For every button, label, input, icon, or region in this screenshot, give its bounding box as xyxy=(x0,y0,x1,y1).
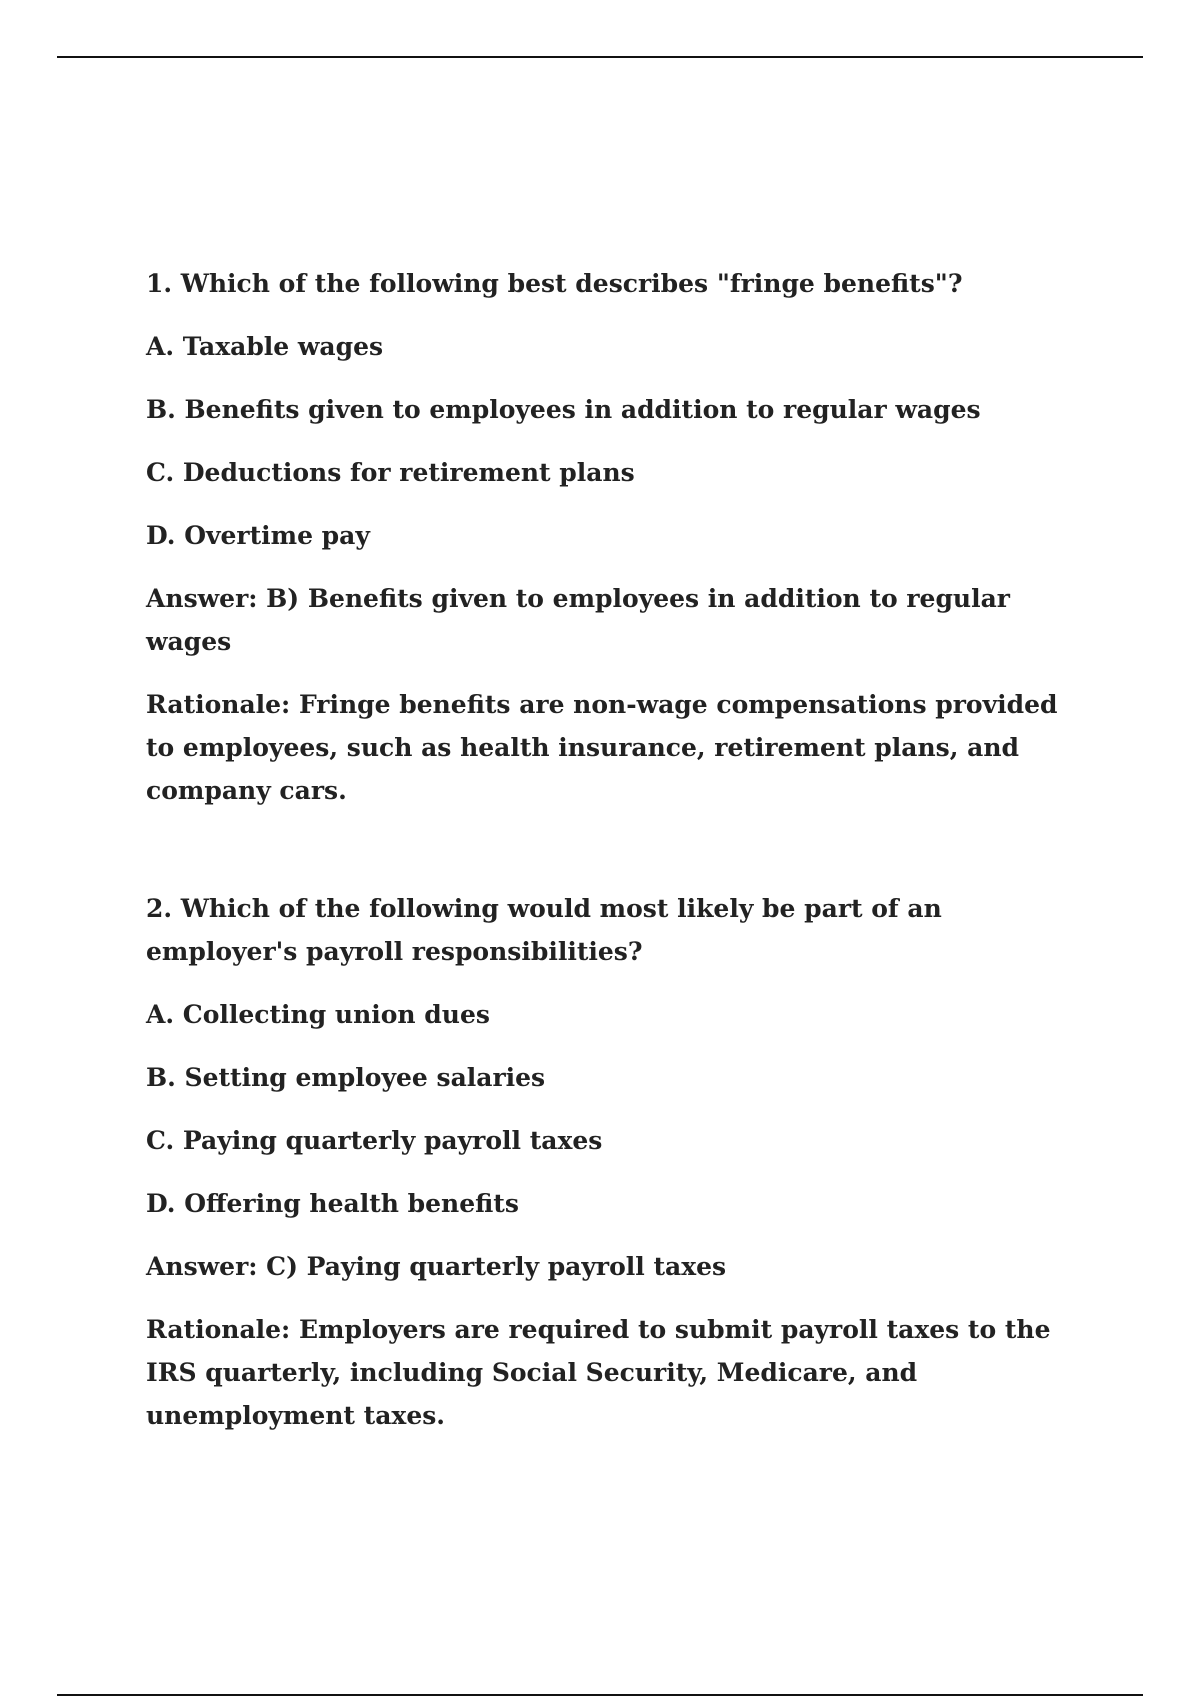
question-stem: 2. Which of the following would most likely be part of an employer's payroll responsibilities? xyxy=(146,894,942,966)
rationale-text: Rationale: Employers are required to submit payroll taxes to the IRS quarterly, including Social Security, Medicare, and unemployment taxes. xyxy=(146,1315,1051,1430)
option-d: D. Offering health benefits xyxy=(146,1189,519,1218)
header-rule xyxy=(57,56,1143,58)
question-spacer xyxy=(146,832,1076,887)
answer-text: Answer: C) Paying quarterly payroll taxes xyxy=(146,1252,727,1281)
option-c: C. Paying quarterly payroll taxes xyxy=(146,1126,603,1155)
rationale-text: Rationale: Fringe benefits are non-wage compensations provided to employees, such as health insurance, retirement plans, and company cars. xyxy=(146,690,1058,805)
footer-rule xyxy=(57,1694,1143,1696)
question-block-2 xyxy=(146,887,1076,1437)
answer-text: Answer: B) Benefits given to employees in addition to regular wages xyxy=(146,584,1010,656)
question-block-1 xyxy=(146,262,1076,812)
option-b: B. Benefits given to employees in addition to regular wages xyxy=(146,395,981,424)
option-b: B. Setting employee salaries xyxy=(146,1063,546,1092)
option-d: D. Overtime pay xyxy=(146,521,370,550)
option-a: A. Collecting union dues xyxy=(146,1000,490,1029)
option-c: C. Deductions for retirement plans xyxy=(146,458,635,487)
document-body xyxy=(146,262,1076,1457)
option-a: A. Taxable wages xyxy=(146,332,384,361)
question-stem: 1. Which of the following best describes "fringe benefits"? xyxy=(146,269,963,298)
